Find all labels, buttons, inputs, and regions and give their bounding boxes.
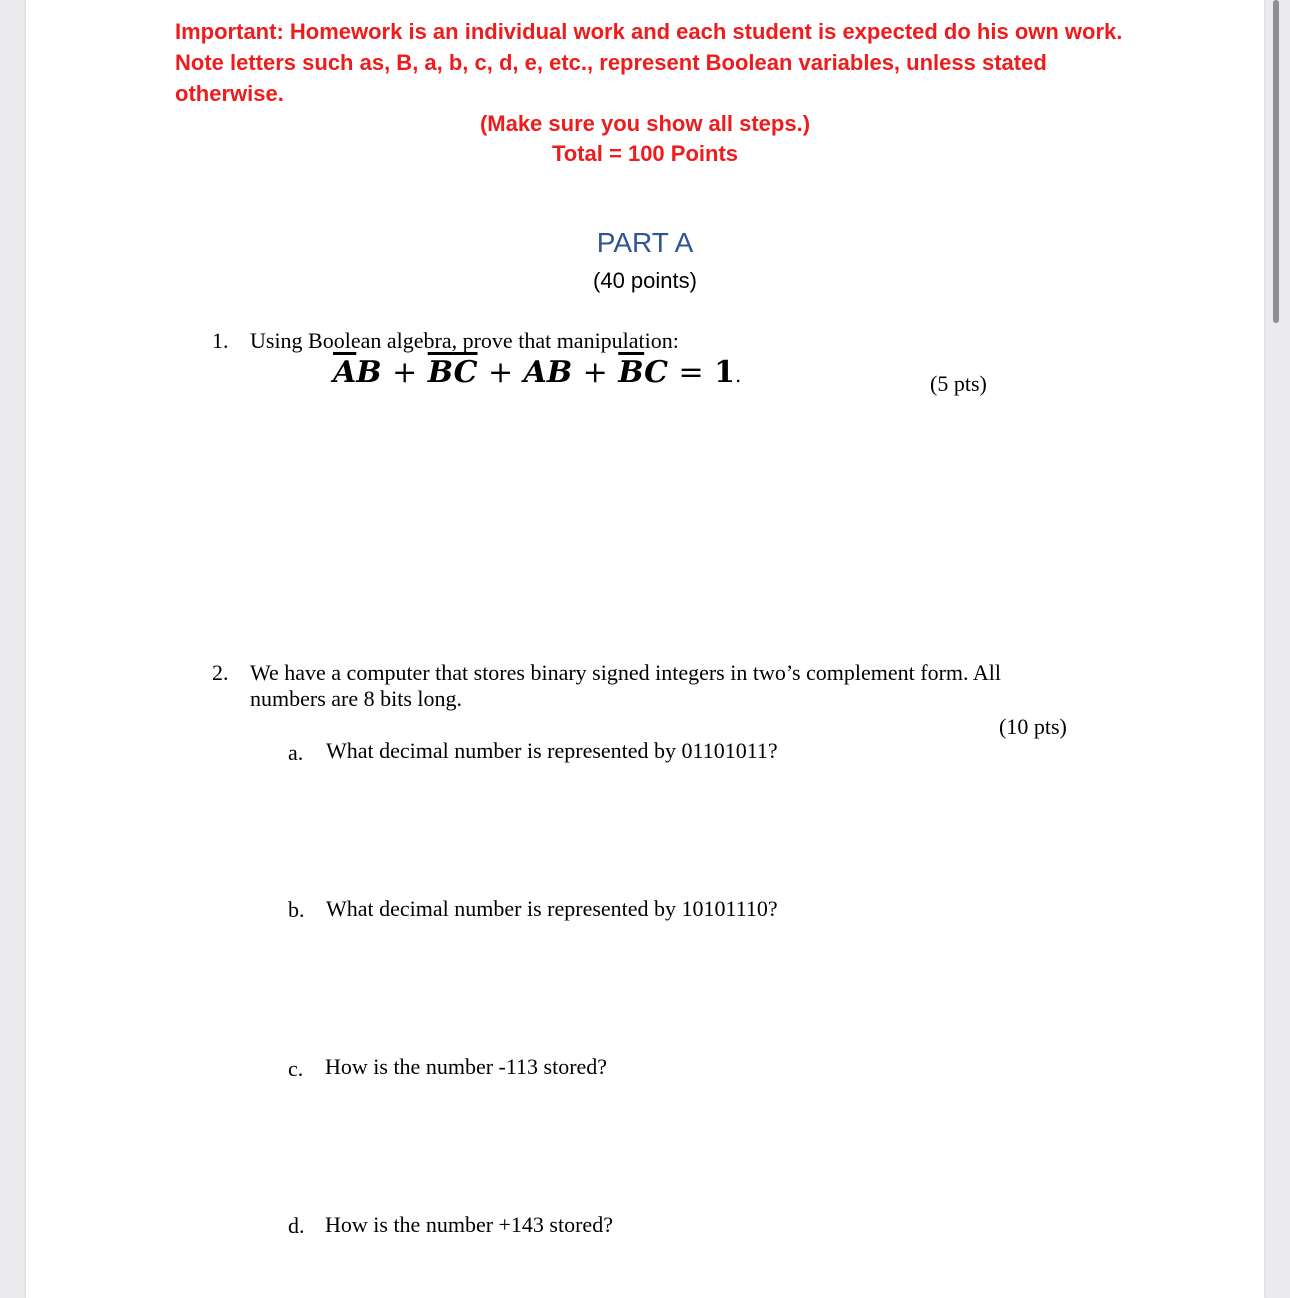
eq-result: 1 [714, 355, 735, 390]
q1-points: (5 pts) [930, 371, 987, 396]
q1-text: Using Boolean algebra, prove that manipulation: [250, 328, 679, 353]
eq-plus: + [392, 355, 418, 390]
document-page [26, 0, 1264, 1298]
eq-plus: + [487, 355, 514, 390]
q2d-text: How is the number +143 stored? [325, 1212, 613, 1237]
q2a-letter: a. [288, 740, 304, 765]
q2b-text: What decimal number is represented by 10101110? [326, 896, 778, 921]
q1-number: 1. [212, 328, 229, 353]
q2d-letter: d. [288, 1213, 305, 1238]
q2-text-line1: We have a computer that stores binary signed integers in two’s complement form. All [250, 660, 1001, 685]
eq-term-b-bar: $\overline{B}$ [618, 355, 645, 390]
q1-equation [333, 355, 741, 390]
q2b-letter: b. [288, 897, 305, 922]
important-notice: Important: Homework is an individual work and each student is expected do his own work. Note letters such as, B, a, b, c, d, e, etc., represent Boolean variables, unless stated otherwise. [175, 19, 1123, 106]
eq-equals: = [678, 355, 704, 390]
q2-points: (10 pts) [999, 714, 1067, 739]
eq-term-ab: AB [523, 355, 573, 390]
part-points: (40 points) [593, 268, 697, 293]
part-title: PART A [596, 227, 694, 258]
eq-plus: + [582, 355, 608, 390]
q2-number: 2. [212, 660, 229, 685]
show-steps-note: (Make sure you show all steps.) [479, 111, 811, 136]
eq-term-a-bar: $\overline{A}$ [333, 355, 357, 390]
eq-term-b-bar: $\overline{B}$ [427, 355, 454, 390]
q2-text-line2: numbers are 8 bits long. [250, 686, 463, 711]
q2c-text: How is the number -113 stored? [325, 1054, 608, 1079]
eq-term-b: B [356, 355, 382, 390]
total-points: Total = 100 Points [551, 141, 739, 166]
eq-term-c-bar: $\overline{C}$ [453, 355, 478, 390]
q2c-letter: c. [288, 1056, 304, 1081]
eq-term-c: C [644, 355, 669, 390]
eq-period: . [734, 363, 742, 387]
q2a-text: What decimal number is represented by 01101011? [326, 738, 778, 763]
